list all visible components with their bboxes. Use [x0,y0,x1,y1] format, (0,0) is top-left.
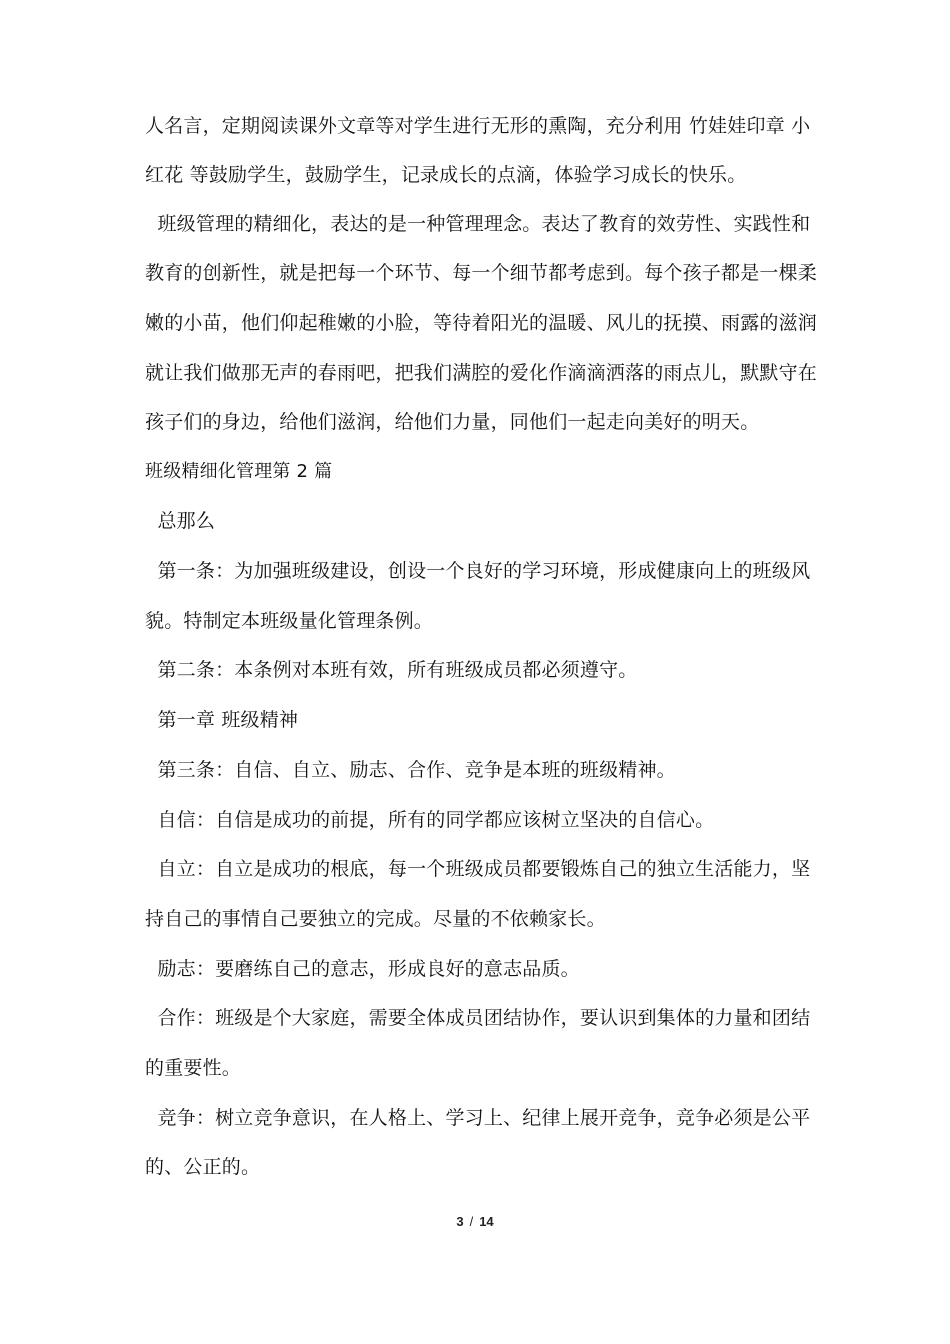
text-line: 竞争：树立竞争意识，在人格上、学习上、纪律上展开竞争，竞争必须是公平 [145,1107,811,1129]
text-line: 第二条：本条例对本班有效，所有班级成员都必须遵守。 [145,659,638,681]
text-line: 孩子们的身边，给他们滋润，给他们力量，同他们一起走向美好的明天。 [145,411,760,433]
text-line: 教育的创新性，就是把每一个环节、每一个细节都考虑到。每个孩子都是一棵柔 [145,262,818,284]
text-line: 红花 等鼓励学生，鼓励学生，记录成长的点滴，体验学习成长的快乐。 [145,164,747,186]
text-line: 人名言，定期阅读课外文章等对学生进行无形的熏陶，充分利用 竹娃娃印章 小 [145,115,811,137]
section-heading: 班级精细化管理第 2 篇 [145,461,333,482]
page-separator: / [469,1214,474,1229]
page-number [0,1214,950,1229]
text-line: 励志：要磨练自己的意志，形成良好的意志品质。 [145,958,580,980]
current-page: 3 [456,1214,464,1229]
text-line: 自立：自立是成功的根底，每一个班级成员都要锻炼自己的独立生活能力，坚 [145,858,811,880]
text-line: 的重要性。 [145,1057,242,1079]
text-line: 持自己的事情自己要独立的完成。尽量的不依赖家长。 [145,908,606,930]
text-line: 貌。特制定本班级量化管理条例。 [145,610,434,632]
text-line: 就让我们做那无声的春雨吧，把我们满腔的爱化作滴滴洒落的雨点儿，默默守在 [145,362,818,384]
chapter-heading: 第一章 班级精神 [145,709,299,731]
text-line: 第一条：为加强班级建设，创设一个良好的学习环境，形成健康向上的班级风 [145,560,811,582]
text-line: 嫩的小苗，他们仰起稚嫩的小脸，等待着阳光的温暖、风儿的抚摸、雨露的滋润 [145,312,818,334]
text-line: 班级管理的精细化，表达的是一种管理理念。表达了教育的效劳性、实践性和 [145,213,811,235]
text-line: 自信：自信是成功的前提，所有的同学都应该树立坚决的自信心。 [145,809,715,831]
text-line: 的、公正的。 [145,1156,261,1178]
text-line: 总那么 [145,510,216,532]
total-pages: 14 [479,1214,494,1229]
text-line: 第三条：自信、自立、励志、合作、竞争是本班的班级精神。 [145,759,676,781]
text-line: 合作：班级是个大家庭，需要全体成员团结协作，要认识到集体的力量和团结 [145,1007,811,1029]
